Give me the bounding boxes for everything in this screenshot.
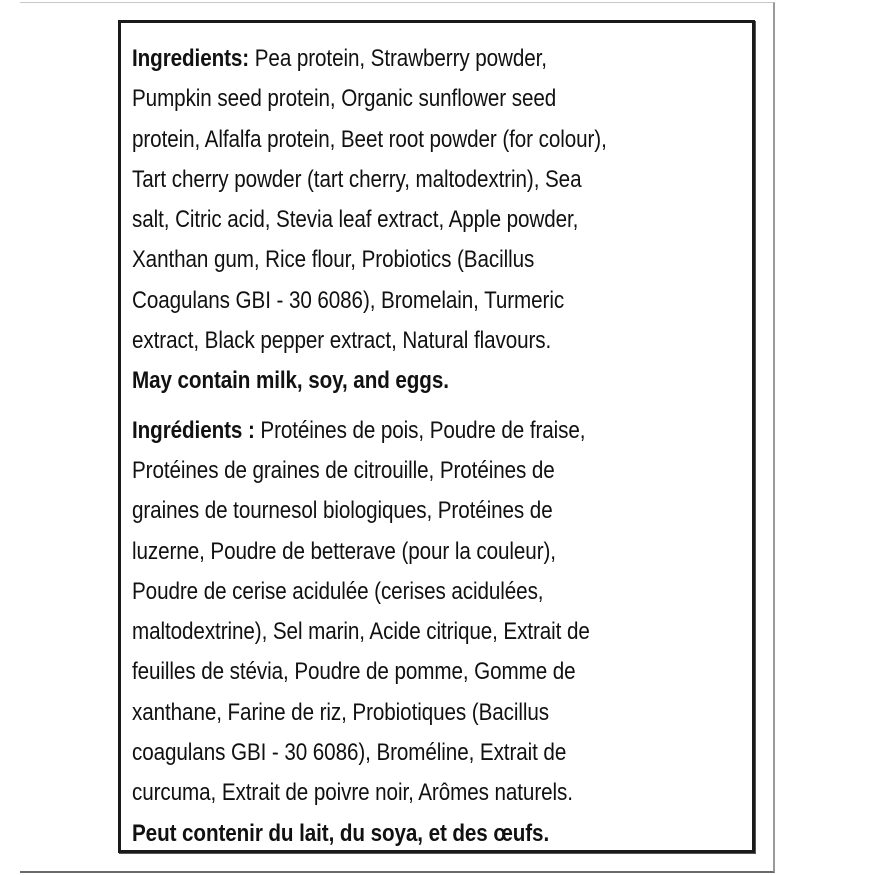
french-line-1 bbox=[132, 411, 657, 451]
english-line-5: salt, Citric acid, Stevia leaf extract, Apple powder, bbox=[132, 206, 579, 234]
english-allergen-warning: May contain milk, soy, and eggs. bbox=[132, 367, 449, 395]
section-gap bbox=[132, 402, 742, 411]
french-line-9: coagulans GBI - 30 6086), Broméline, Extrait de bbox=[132, 739, 567, 767]
french-line-3: graines de tournesol biologiques, Protéines de bbox=[132, 497, 553, 525]
french-line-4: luzerne, Poudre de betterave (pour la couleur), bbox=[132, 537, 556, 565]
english-line-7: Coagulans GBI - 30 6086), Bromelain, Turmeric bbox=[132, 286, 565, 314]
english-ingredients-section bbox=[132, 39, 742, 402]
french-heading: Ingrédients : bbox=[132, 416, 255, 444]
english-heading: Ingredients: bbox=[132, 45, 250, 72]
english-text: Pea protein, Strawberry powder, bbox=[249, 45, 547, 72]
english-line-6: Xanthan gum, Rice flour, Probiotics (Bacillus bbox=[132, 246, 535, 274]
french-text: Protéines de pois, Poudre de fraise, bbox=[254, 416, 586, 444]
french-line-8: xanthane, Farine de riz, Probiotiques (Bacillus bbox=[132, 698, 550, 726]
ingredients-text-block bbox=[132, 39, 742, 854]
english-line-3: protein, Alfalfa protein, Beet root powder (for colour), bbox=[132, 125, 607, 153]
french-allergen-warning: Peut contenir du lait, du soya, et des œufs. bbox=[132, 819, 550, 847]
french-line-6: maltodextrine), Sel marin, Acide citrique, Extrait de bbox=[132, 618, 590, 646]
english-line-8: extract, Black pepper extract, Natural flavours. bbox=[132, 327, 552, 355]
french-line-5: Poudre de cerise acidulée (cerises acidulées, bbox=[132, 577, 544, 605]
french-line-7: feuilles de stévia, Poudre de pomme, Gomme de bbox=[132, 658, 576, 686]
english-line-1 bbox=[132, 39, 657, 79]
french-line-10: curcuma, Extrait de poivre noir, Arômes naturels. bbox=[132, 779, 573, 807]
english-line-2: Pumpkin seed protein, Organic sunflower seed bbox=[132, 85, 557, 113]
french-ingredients-section bbox=[132, 411, 742, 854]
french-line-2: Protéines de graines de citrouille, Protéines de bbox=[132, 456, 555, 484]
english-line-4: Tart cherry powder (tart cherry, maltodextrin), Sea bbox=[132, 165, 582, 193]
